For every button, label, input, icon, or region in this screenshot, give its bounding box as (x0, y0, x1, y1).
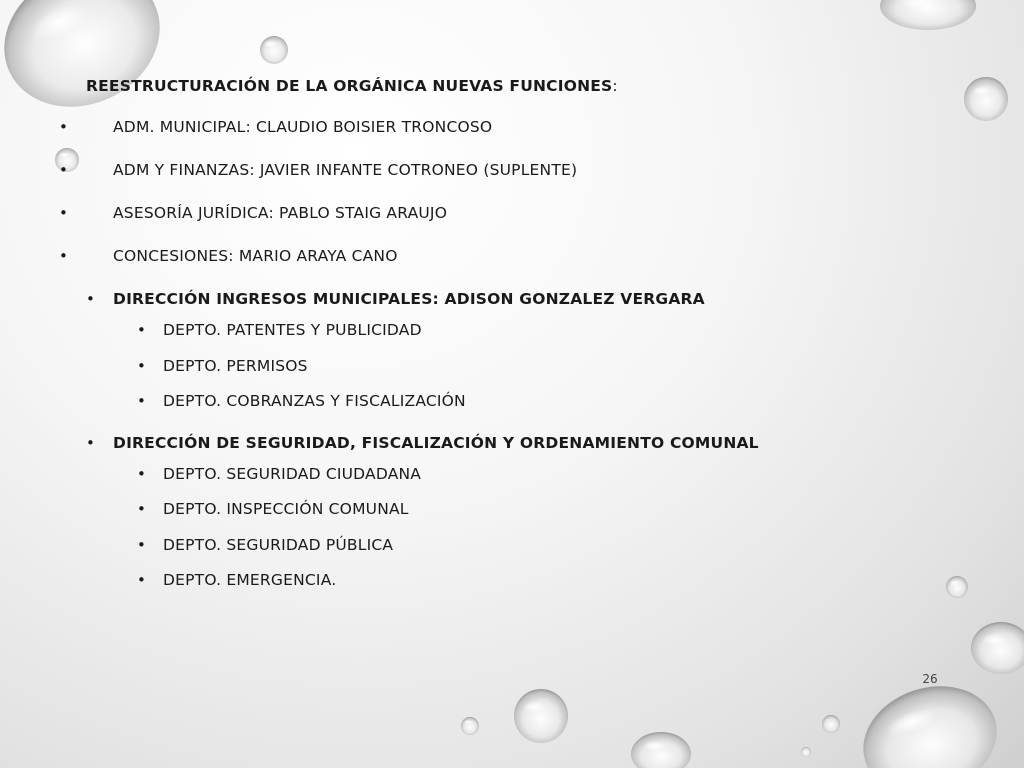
bullet-icon: • (59, 161, 69, 179)
sub-item (113, 384, 966, 420)
heading-text: REESTRUCTURACIÓN DE LA ORGÁNICA NUEVAS FUNCIONES (86, 77, 613, 95)
bullet-icon: • (137, 321, 147, 339)
sub-item (113, 457, 966, 493)
list-item-asesoria-juridica (59, 192, 966, 235)
sub-item (113, 313, 966, 349)
droplet-bottom-tiny (801, 715, 840, 757)
list-item-adm-municipal (59, 106, 966, 149)
sub-item (113, 528, 966, 564)
list-item-concesiones (59, 235, 966, 278)
sub-item-label: DEPTO. PERMISOS (163, 356, 308, 375)
sub-item-label: DEPTO. PATENTES Y PUBLICIDAD (163, 321, 422, 339)
list-item-direccion-seguridad (86, 422, 966, 599)
sub-list-seguridad (113, 457, 966, 599)
list-item-label: DIRECCIÓN INGRESOS MUNICIPALES: ADISON GONZALEZ VERGARA (113, 290, 705, 308)
bullet-list (59, 106, 966, 599)
sub-item (113, 563, 966, 599)
sub-item (113, 492, 966, 528)
list-item-label: ASESORÍA JURÍDICA: PABLO STAIG ARAUJO (113, 204, 448, 222)
bullet-icon: • (59, 118, 69, 136)
bullet-icon: • (137, 392, 147, 410)
slide-heading (86, 66, 966, 106)
bullet-icon: • (137, 500, 147, 518)
page-number: 26 (922, 672, 938, 686)
droplet-top-right (880, 0, 976, 30)
bullet-icon: • (86, 433, 96, 452)
sub-item-label: DEPTO. EMERGENCIA. (163, 571, 337, 589)
droplet-bottom-center (514, 689, 568, 743)
list-item-adm-finanzas (59, 149, 966, 192)
droplet-bottom-right-medium (971, 622, 1024, 674)
list-item-label: DIRECCIÓN DE SEGURIDAD, FISCALIZACIÓN Y ORDENAMIENTO COMUNAL (113, 433, 759, 452)
bullet-icon: • (137, 464, 147, 483)
bullet-icon: • (137, 356, 147, 375)
bullet-icon: • (137, 571, 147, 589)
slide-content (59, 66, 966, 601)
bullet-icon: • (86, 290, 96, 308)
list-item-direccion-ingresos (86, 278, 966, 420)
list-item-label: CONCESIONES: MARIO ARAYA CANO (113, 247, 398, 265)
bullet-icon: • (59, 204, 69, 222)
list-item-label: ADM Y FINANZAS: JAVIER INFANTE COTRONEO (SUPLENTE) (113, 161, 578, 179)
bullet-icon: • (137, 535, 147, 554)
sub-item-label: DEPTO. INSPECCIÓN COMUNAL (163, 500, 409, 518)
sub-item-label: DEPTO. COBRANZAS Y FISCALIZACIÓN (163, 392, 466, 410)
droplet-bottom-left-small (461, 717, 479, 735)
list-item-label: ADM. MUNICIPAL: CLAUDIO BOISIER TRONCOSO (113, 118, 493, 136)
sub-item-label: DEPTO. SEGURIDAD PÚBLICA (163, 535, 394, 554)
bullet-icon: • (59, 247, 69, 265)
sub-item (113, 349, 966, 385)
sub-item-label: DEPTO. SEGURIDAD CIUDADANA (163, 464, 422, 483)
heading-colon: : (612, 77, 618, 95)
droplet-right-upper (964, 77, 1008, 121)
droplet-bottom-mid (631, 732, 691, 768)
sub-list-ingresos (113, 313, 966, 420)
droplet-top-left-small (260, 36, 288, 64)
